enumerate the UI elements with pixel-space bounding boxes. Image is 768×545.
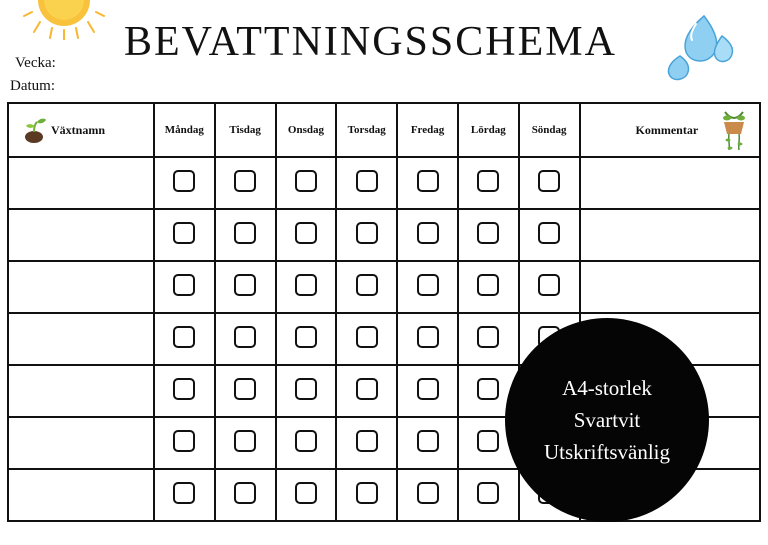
watering-checkbox[interactable]	[234, 378, 256, 400]
watering-checkbox[interactable]	[477, 274, 499, 296]
comment-header	[580, 103, 760, 157]
watering-checkbox[interactable]	[173, 326, 195, 348]
day-cell	[276, 417, 337, 469]
day-cell	[397, 313, 458, 365]
watering-checkbox[interactable]	[173, 378, 195, 400]
watering-checkbox[interactable]	[234, 222, 256, 244]
watering-checkbox[interactable]	[356, 222, 378, 244]
day-header-saturday: Lördag	[458, 103, 519, 157]
watering-checkbox[interactable]	[295, 170, 317, 192]
comment-header-label: Kommentar	[635, 123, 699, 137]
plant-name-cell[interactable]	[8, 313, 154, 365]
plant-name-cell[interactable]	[8, 365, 154, 417]
day-cell	[154, 157, 215, 209]
day-header-monday: Måndag	[154, 103, 215, 157]
watering-checkbox[interactable]	[417, 326, 439, 348]
watering-checkbox[interactable]	[538, 170, 560, 192]
day-cell	[154, 261, 215, 313]
watering-checkbox[interactable]	[477, 326, 499, 348]
watering-checkbox[interactable]	[295, 430, 317, 452]
day-cell	[215, 209, 276, 261]
watering-checkbox[interactable]	[173, 430, 195, 452]
watering-checkbox[interactable]	[234, 430, 256, 452]
day-cell	[276, 313, 337, 365]
watering-checkbox[interactable]	[295, 222, 317, 244]
watering-checkbox[interactable]	[295, 274, 317, 296]
day-cell	[458, 157, 519, 209]
sun-icon	[22, 0, 106, 40]
day-cell	[154, 313, 215, 365]
day-cell	[458, 261, 519, 313]
watering-checkbox[interactable]	[356, 482, 378, 504]
watering-checkbox[interactable]	[295, 326, 317, 348]
day-cell	[336, 313, 397, 365]
day-cell	[397, 417, 458, 469]
day-cell	[458, 209, 519, 261]
day-cell	[336, 417, 397, 469]
badge-line-color: Svartvit	[573, 408, 641, 432]
watering-checkbox[interactable]	[173, 274, 195, 296]
watering-checkbox[interactable]	[173, 170, 195, 192]
day-cell	[154, 365, 215, 417]
badge-line-printable: Utskriftsvänlig	[544, 440, 670, 464]
potted-plant-icon	[719, 110, 749, 152]
plant-name-cell[interactable]	[8, 209, 154, 261]
day-cell	[336, 157, 397, 209]
watering-checkbox[interactable]	[173, 482, 195, 504]
watering-checkbox[interactable]	[173, 222, 195, 244]
day-cell	[397, 261, 458, 313]
watering-checkbox[interactable]	[234, 482, 256, 504]
watering-checkbox[interactable]	[417, 482, 439, 504]
watering-checkbox[interactable]	[295, 378, 317, 400]
plant-name-cell[interactable]	[8, 261, 154, 313]
day-cell	[336, 365, 397, 417]
day-cell	[276, 157, 337, 209]
watering-checkbox[interactable]	[295, 482, 317, 504]
table-row	[8, 157, 760, 209]
comment-cell[interactable]	[580, 157, 760, 209]
day-header-wednesday: Onsdag	[276, 103, 337, 157]
watering-checkbox[interactable]	[356, 378, 378, 400]
day-header-thursday: Torsdag	[336, 103, 397, 157]
day-cell	[154, 417, 215, 469]
day-cell	[276, 209, 337, 261]
day-cell	[336, 261, 397, 313]
day-cell	[215, 365, 276, 417]
day-cell	[397, 157, 458, 209]
day-cell	[215, 417, 276, 469]
watering-checkbox[interactable]	[477, 430, 499, 452]
day-cell	[276, 365, 337, 417]
watering-checkbox[interactable]	[538, 222, 560, 244]
day-cell	[276, 261, 337, 313]
day-cell	[336, 469, 397, 521]
page-title: BEVATTNINGSSCHEMA	[124, 19, 617, 65]
week-label: Vecka:	[15, 55, 56, 71]
water-drops-icon	[660, 12, 736, 84]
plant-name-cell[interactable]	[8, 417, 154, 469]
day-cell	[397, 469, 458, 521]
day-header-sunday: Söndag	[519, 103, 580, 157]
watering-checkbox[interactable]	[477, 222, 499, 244]
watering-checkbox[interactable]	[356, 170, 378, 192]
day-cell	[519, 157, 580, 209]
watering-checkbox[interactable]	[417, 170, 439, 192]
day-cell	[154, 209, 215, 261]
badge-line-size: A4-storlek	[562, 376, 652, 400]
day-cell	[458, 313, 519, 365]
day-cell	[215, 313, 276, 365]
day-header-friday: Fredag	[397, 103, 458, 157]
plant-name-header	[8, 103, 154, 157]
watering-checkbox[interactable]	[356, 326, 378, 348]
date-label: Datum:	[10, 78, 55, 94]
info-badge	[505, 318, 709, 522]
day-cell	[336, 209, 397, 261]
watering-checkbox[interactable]	[417, 430, 439, 452]
watering-checkbox[interactable]	[234, 170, 256, 192]
watering-checkbox[interactable]	[234, 274, 256, 296]
plant-name-cell[interactable]	[8, 157, 154, 209]
plant-name-header-label: Växtnamn	[51, 123, 106, 137]
watering-checkbox[interactable]	[538, 274, 560, 296]
watering-checkbox[interactable]	[417, 274, 439, 296]
day-cell	[276, 469, 337, 521]
day-cell	[458, 469, 519, 521]
comment-cell[interactable]	[580, 261, 760, 313]
day-header-tuesday: Tisdag	[215, 103, 276, 157]
watering-checkbox[interactable]	[417, 378, 439, 400]
day-cell	[519, 261, 580, 313]
watering-checkbox[interactable]	[234, 326, 256, 348]
day-cell	[215, 469, 276, 521]
day-cell	[397, 209, 458, 261]
day-cell	[397, 365, 458, 417]
watering-checkbox[interactable]	[356, 430, 378, 452]
watering-checkbox[interactable]	[477, 170, 499, 192]
header-row	[8, 103, 760, 157]
day-cell	[154, 469, 215, 521]
comment-cell[interactable]	[580, 209, 760, 261]
day-cell	[215, 157, 276, 209]
watering-checkbox[interactable]	[477, 378, 499, 400]
table-row	[8, 209, 760, 261]
table-row	[8, 261, 760, 313]
sprout-icon	[21, 116, 47, 144]
watering-checkbox[interactable]	[356, 274, 378, 296]
day-cell	[519, 209, 580, 261]
watering-checkbox[interactable]	[417, 222, 439, 244]
plant-name-cell[interactable]	[8, 469, 154, 521]
day-cell	[215, 261, 276, 313]
watering-checkbox[interactable]	[477, 482, 499, 504]
